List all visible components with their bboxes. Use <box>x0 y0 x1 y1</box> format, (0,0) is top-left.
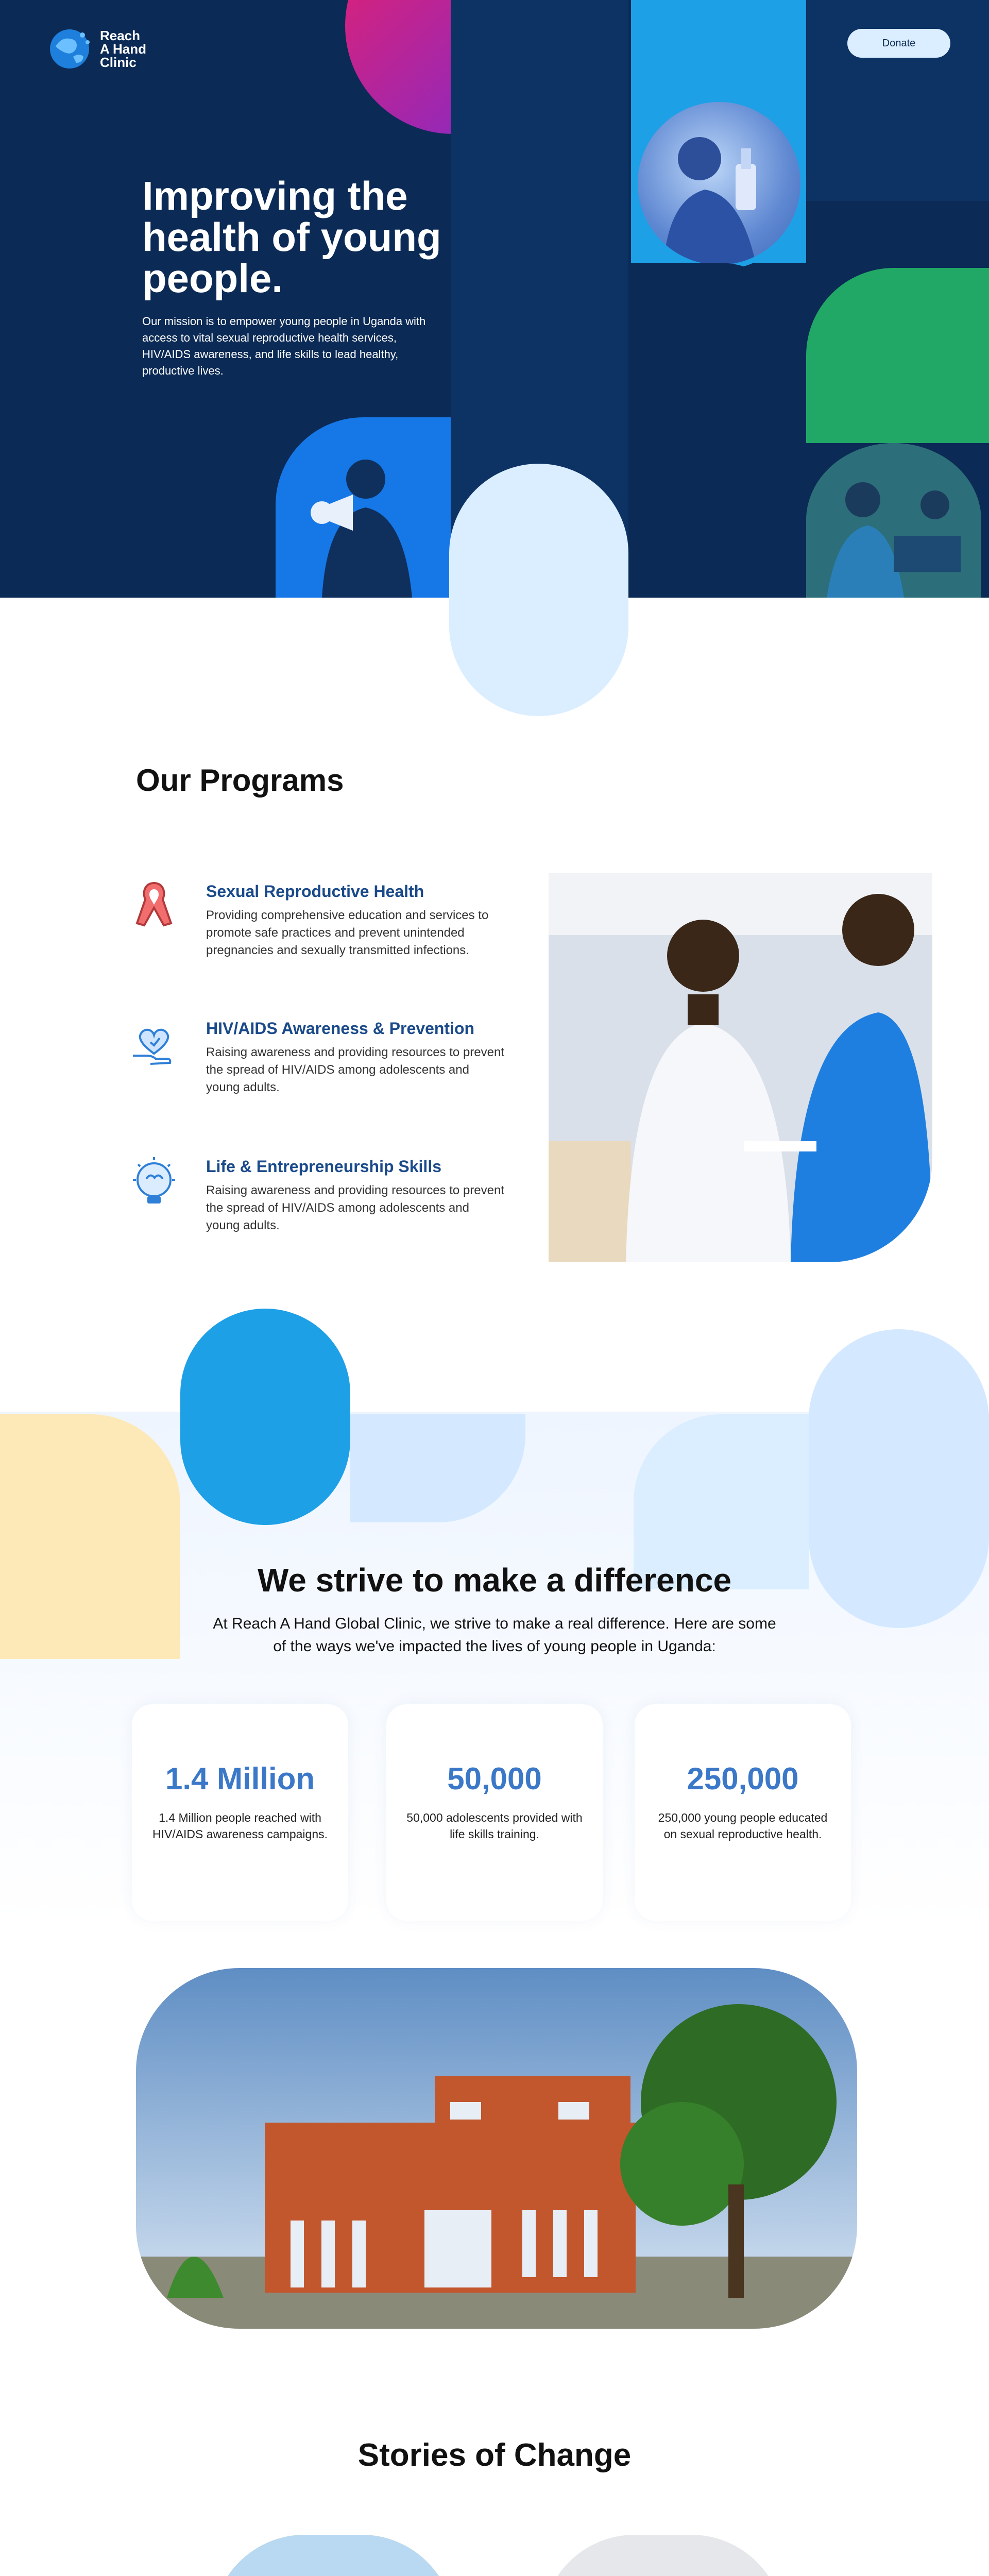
hero-pale-pill <box>449 464 628 716</box>
clinic-building-illustration <box>136 1968 857 2329</box>
brain-bulb-icon <box>126 1154 182 1211</box>
ribbon-icon <box>126 876 182 933</box>
stories-title: Stories of Change <box>357 2437 632 2473</box>
logo-name-line3: Clinic <box>100 55 137 70</box>
hero-navy-block <box>631 263 806 598</box>
stat-card-2 <box>386 1704 603 1921</box>
stat-value-1: 1.4 Million <box>165 1761 315 1796</box>
impact-cream-shape <box>0 1414 180 1659</box>
story-photo-amina <box>542 2535 784 2576</box>
hero-title: Improving the health of young people. <box>142 173 441 301</box>
stat-text-1: 1.4 Million people reached with HIV/AIDS awareness campaigns. <box>152 1811 328 1841</box>
stat-text-2: 50,000 adolescents provided with life skills training. <box>406 1811 583 1841</box>
heart-hand-icon <box>126 1018 182 1074</box>
hero-blue-pill <box>276 417 451 598</box>
megaphone-speaker-illustration <box>276 417 451 598</box>
stat-text-3: 250,000 young people educated on sexual reproductive health. <box>658 1811 828 1841</box>
james-illustration <box>212 2535 454 2576</box>
donate-button[interactable]: Donate <box>847 29 950 58</box>
impact-title: We strive to make a difference <box>257 1562 732 1599</box>
laptop-workers-illustration <box>806 443 981 598</box>
stat-value-2: 50,000 <box>447 1761 542 1796</box>
scientist-illustration <box>638 102 800 265</box>
hero-green-circle <box>806 443 981 598</box>
programs-photo <box>549 873 932 1262</box>
logo-name-line2: A Hand <box>100 41 147 57</box>
program-title-1: Sexual Reproductive Health <box>206 882 424 901</box>
programs-title: Our Programs <box>136 763 344 798</box>
hero-photo-circle <box>633 97 806 270</box>
hero-green-block <box>806 268 989 443</box>
impact-subtitle: At Reach A Hand Global Clinic, we strive to make a real difference. Here are some of the ways we've impacted the lives of young people in Uganda: <box>213 1615 776 1655</box>
health-workers-illustration <box>549 873 932 1262</box>
program-title-2: HIV/AIDS Awareness & Prevention <box>206 1019 475 1038</box>
stat-card-3 <box>635 1704 851 1921</box>
program-text-2: Raising awareness and providing resources to prevent the spread of HIV/AIDS among adolescents and young adults. <box>206 1045 504 1094</box>
program-text-3: Raising awareness and providing resources to prevent the spread of HIV/AIDS among adolescents and young adults. <box>206 1183 504 1232</box>
story-photo-james <box>212 2535 454 2576</box>
hero-sky-panel <box>631 0 806 88</box>
impact-sky-pill <box>180 1309 350 1525</box>
logo-name-line1: Reach <box>100 28 141 43</box>
hero-description: Our mission is to empower young people in Uganda with access to vital sexual reproductive health services, HIV/AIDS awareness, and life skills to lead healthy, productive lives. <box>142 315 426 377</box>
program-text-1: Providing comprehensive education and services to promote safe practices and prevent unintended pregnancies and sexually transmitted infections. <box>206 908 489 957</box>
program-title-3: Life & Entrepreneurship Skills <box>206 1157 441 1176</box>
logo-globe-icon <box>46 26 93 72</box>
site-logo[interactable] <box>46 26 146 72</box>
clinic-building-photo <box>136 1968 857 2329</box>
stat-value-3: 250,000 <box>687 1761 799 1796</box>
stat-card-1 <box>132 1704 348 1921</box>
amina-illustration <box>542 2535 784 2576</box>
